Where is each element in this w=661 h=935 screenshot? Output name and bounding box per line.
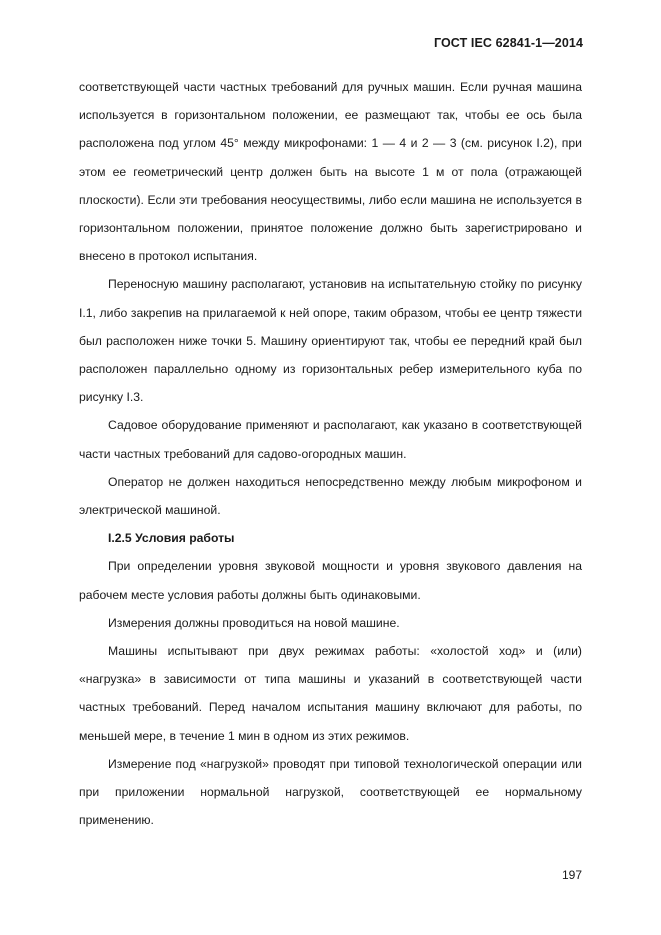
paragraph-same-conditions: При определении уровня звуковой мощности и уровня звукового давления на рабочем месте условия работы должны быть одинаковыми. — [79, 559, 582, 602]
paragraph-portable-machine: Переносную машину располагают, установив на испытательную стойку по рисунку I.1, либо закрепив на прилагаемой к ней опоре, таким образом, чтобы ее центр тяжести был расположен ниже точки 5. Машину ориентируют так, чтобы ее передний край был расположен параллельно одному из горизонтальных ребер измерительного куба по рисунку I.3. — [79, 277, 582, 405]
paragraph-handheld-position: соответствующей части частных требований для ручных машин. Если ручная машина используется в горизонтальном положении, ее размещают так, чтобы ее ось была расположена под углом 45° между микрофонами: 1 — 4 и 2 — 3 (см. рисунок I.2), при этом ее геометрический центр должен быть на высоте 1 м от пола (отражающей плоскости). Если эти требования неосуществимы, либо если машина не используется в горизонтальном положении, принятое положение должно быть зарегистрировано и внесено в протокол испытания. — [79, 80, 582, 264]
paragraph-load-measurement: Измерение под «нагрузкой» проводят при типовой технологической операции или при приложении нормальной нагрузкой, соответствующей ее нормальному применению. — [79, 756, 582, 828]
page-body — [79, 73, 582, 834]
paragraph-operating-modes: Машины испытывают при двух режимах работы: «холостой ход» и (или) «нагрузка» в зависимости от типа машины и указаний в соответствующей части частных требований. Перед началом испытания машину включают для работы, по меньшей мере, в течение 1 мин в одном из этих режимов. — [79, 644, 582, 743]
paragraph-garden-equipment: Садовое оборудование применяют и располагают, как указано в соответствующей части частных требований для садово-огородных машин. — [79, 418, 582, 461]
section-heading-operating-conditions: I.2.5 Условия работы — [108, 531, 235, 546]
paragraph-new-machine: Измерения должны проводиться на новой машине. — [108, 615, 400, 630]
page-number: 197 — [561, 868, 582, 882]
paragraph-operator-position: Оператор не должен находиться непосредственно между любым микрофоном и электрической машиной. — [79, 474, 582, 518]
document-header: ГОСТ IEC 62841-1—2014 — [433, 36, 583, 50]
